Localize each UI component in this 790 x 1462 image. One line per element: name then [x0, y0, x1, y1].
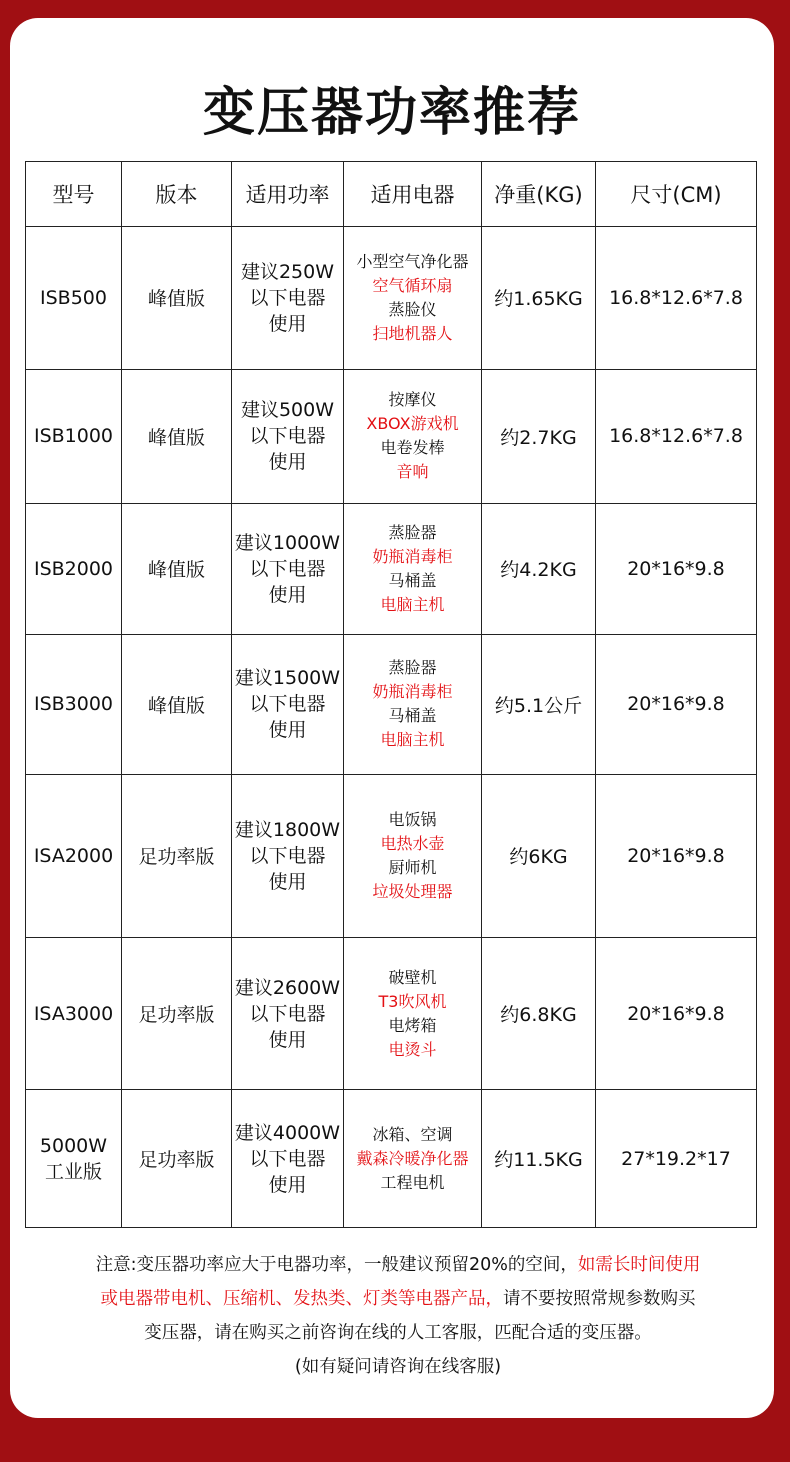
device-item: 按摩仪 — [388, 390, 437, 410]
cell-size: 20*16*9.8 — [596, 504, 757, 635]
model-label: ISB3000 — [33, 693, 114, 716]
cell-version: 足功率版 — [122, 775, 232, 938]
power-line: 建议1500W — [234, 667, 341, 690]
cell-weight: 约1.65KG — [482, 227, 596, 370]
model-label: 5000W 工业版 — [39, 1134, 108, 1183]
cell-power — [232, 1090, 344, 1228]
device-item: 奶瓶消毒柜 — [372, 682, 453, 702]
cell-weight: 约11.5KG — [482, 1090, 596, 1228]
cell-model — [26, 937, 122, 1090]
cell-size: 20*16*9.8 — [596, 775, 757, 938]
cell-power — [232, 775, 344, 938]
cell-model — [26, 504, 122, 635]
notice-line1-b: 如需长时间使用 — [577, 1255, 701, 1275]
table-row — [26, 1090, 757, 1228]
device-item: 电热水壶 — [380, 833, 445, 853]
device-item: 蒸脸器 — [388, 658, 437, 678]
model-label: ISA2000 — [33, 844, 114, 867]
model-label: ISB500 — [40, 286, 107, 309]
table-row — [26, 937, 757, 1090]
cell-size: 27*19.2*17 — [596, 1090, 757, 1228]
cell-devices — [344, 227, 482, 370]
cell-model — [26, 775, 122, 938]
device-item: 工程电机 — [380, 1172, 445, 1192]
device-item: 冰箱、空调 — [372, 1124, 453, 1144]
cell-power — [232, 634, 344, 775]
cell-model — [26, 227, 122, 370]
cell-devices — [344, 1090, 482, 1228]
cell-power — [232, 504, 344, 635]
cell-version: 足功率版 — [122, 937, 232, 1090]
device-item: 垃圾处理器 — [372, 881, 453, 901]
cell-model — [26, 369, 122, 504]
device-item: 马桶盖 — [388, 570, 437, 590]
cell-weight: 约4.2KG — [482, 504, 596, 635]
power-line: 使用 — [268, 583, 307, 606]
power-line: 建议250W — [240, 260, 335, 283]
table-row — [26, 369, 757, 504]
device-item: 电烫斗 — [388, 1039, 437, 1059]
device-item: 小型空气净化器 — [356, 251, 469, 271]
model-label: ISB2000 — [33, 557, 114, 580]
cell-devices — [344, 504, 482, 635]
device-item: 扫地机器人 — [372, 323, 453, 343]
cell-size: 20*16*9.8 — [596, 634, 757, 775]
device-item: 马桶盖 — [388, 706, 437, 726]
cell-devices — [344, 369, 482, 504]
cell-power — [232, 227, 344, 370]
power-line: 使用 — [268, 451, 307, 474]
notice-line1-a: 注意:变压器功率应大于电器功率，一般建议预留20%的空间， — [95, 1255, 578, 1275]
page-title: 变压器功率推荐 — [202, 83, 581, 143]
content-card — [10, 18, 774, 1418]
device-item: 蒸脸器 — [388, 522, 437, 542]
header-devices: 适用电器 — [344, 162, 482, 227]
header-size: 尺寸(CM) — [596, 162, 757, 227]
cell-devices — [344, 775, 482, 938]
header-power: 适用功率 — [232, 162, 344, 227]
power-line: 建议1800W — [234, 818, 341, 841]
table-body — [26, 227, 757, 1228]
notice-text — [28, 1248, 768, 1384]
device-item: 电脑主机 — [380, 730, 445, 750]
cell-version: 峰值版 — [122, 504, 232, 635]
power-line: 使用 — [268, 312, 307, 335]
device-item: 破壁机 — [388, 967, 437, 987]
power-line: 建议1000W — [234, 531, 341, 554]
cell-model — [26, 634, 122, 775]
cell-model — [26, 1090, 122, 1228]
cell-power — [232, 369, 344, 504]
device-item: 电脑主机 — [380, 594, 445, 614]
model-label: ISA3000 — [33, 1002, 114, 1025]
device-item: 电烤箱 — [388, 1015, 437, 1035]
cell-version: 峰值版 — [122, 634, 232, 775]
header-weight: 净重(KG) — [482, 162, 596, 227]
cell-weight: 约2.7KG — [482, 369, 596, 504]
device-item: T3吹风机 — [378, 991, 447, 1011]
table-row — [26, 227, 757, 370]
cell-version: 足功率版 — [122, 1090, 232, 1228]
cell-weight: 约6KG — [482, 775, 596, 938]
table-row — [26, 504, 757, 635]
notice-line2-b: 请不要按照常规参数购买 — [503, 1289, 696, 1309]
device-item: 音响 — [396, 462, 429, 482]
device-item: 空气循环扇 — [372, 275, 453, 295]
power-line: 以下电器 — [249, 844, 326, 867]
cell-weight: 约5.1公斤 — [482, 634, 596, 775]
device-item: 奶瓶消毒柜 — [372, 546, 453, 566]
power-line: 建议4000W — [234, 1121, 341, 1144]
device-item: XBOX游戏机 — [366, 414, 459, 434]
table-row — [26, 634, 757, 775]
cell-power — [232, 937, 344, 1090]
table-row — [26, 775, 757, 938]
power-line: 以下电器 — [249, 1147, 326, 1170]
device-item: 厨师机 — [388, 857, 437, 877]
power-line: 以下电器 — [249, 425, 326, 448]
device-item: 蒸脸仪 — [388, 299, 437, 319]
power-line: 建议500W — [240, 399, 335, 422]
table-header-row — [26, 162, 757, 227]
cell-size: 16.8*12.6*7.8 — [596, 369, 757, 504]
device-item: 电饭锅 — [388, 809, 437, 829]
power-line: 使用 — [268, 870, 307, 893]
power-line: 以下电器 — [249, 557, 326, 580]
cell-version: 峰值版 — [122, 227, 232, 370]
power-line: 使用 — [268, 719, 307, 742]
header-version: 版本 — [122, 162, 232, 227]
cell-devices — [344, 634, 482, 775]
cell-version: 峰值版 — [122, 369, 232, 504]
model-label: ISB1000 — [33, 425, 114, 448]
power-line: 以下电器 — [249, 693, 326, 716]
notice-line3: 变压器，请在购买之前咨询在线的人工客服，匹配合适的变压器。 — [144, 1323, 652, 1343]
cell-weight: 约6.8KG — [482, 937, 596, 1090]
cell-size: 16.8*12.6*7.8 — [596, 227, 757, 370]
header-model: 型号 — [26, 162, 122, 227]
power-line: 以下电器 — [249, 1002, 326, 1025]
power-line: 使用 — [268, 1173, 307, 1196]
power-line: 以下电器 — [249, 286, 326, 309]
device-item: 戴森冷暖净化器 — [356, 1148, 469, 1168]
power-line: 使用 — [268, 1028, 307, 1051]
spec-table — [25, 161, 757, 1228]
notice-line2-a: 或电器带电机、压缩机、发热类、灯类等电器产品， — [100, 1289, 503, 1309]
power-line: 建议2600W — [234, 976, 341, 999]
cell-devices — [344, 937, 482, 1090]
notice-line4: (如有疑问请咨询在线客服) — [294, 1357, 502, 1377]
cell-size: 20*16*9.8 — [596, 937, 757, 1090]
device-item: 电卷发棒 — [380, 438, 445, 458]
